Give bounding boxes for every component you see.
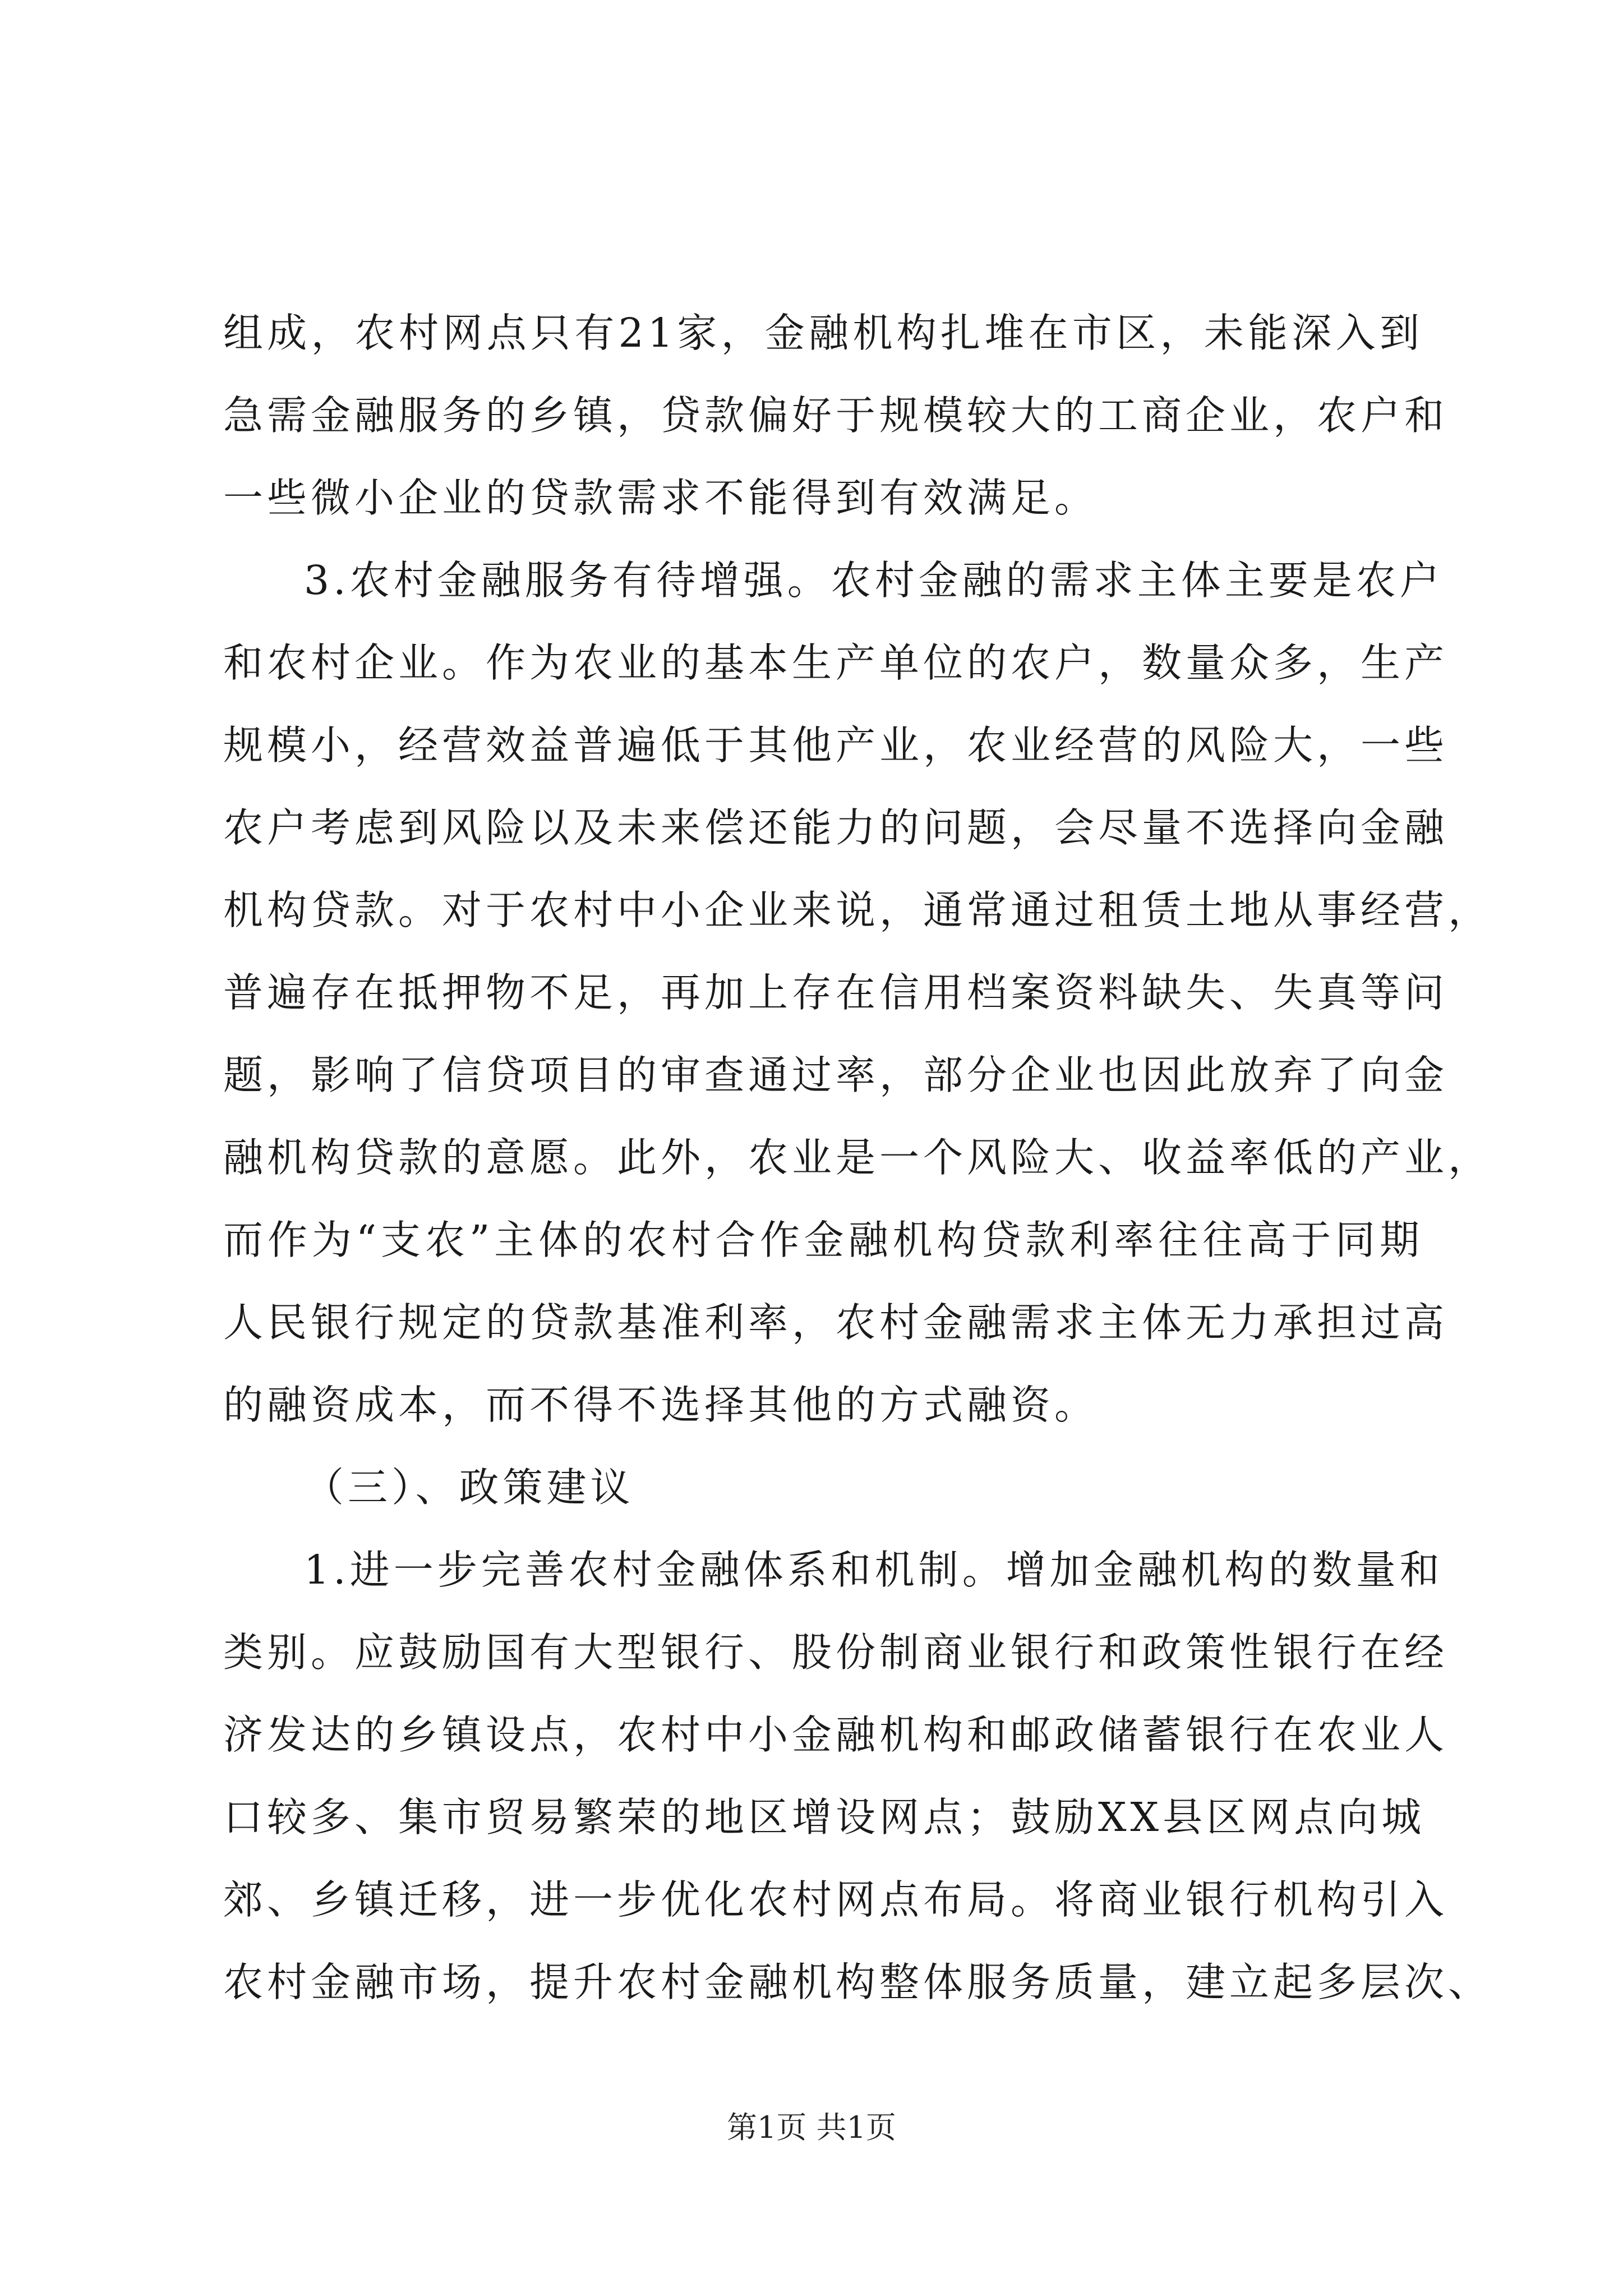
page-footer: 第1页 共1页 — [727, 2110, 896, 2145]
paragraph-line: 一些微小企业的贷款需求不能得到有效满足。 — [223, 475, 1099, 521]
paragraph-line: 口较多、集市贸易繁荣的地区增设网点；鼓励XX县区网点向城 — [223, 1794, 1426, 1841]
paragraph-line: 而作为“支农”主体的农村合作金融机构贷款利率往往高于同期 — [223, 1217, 1423, 1263]
paragraph-line: 郊、乡镇迁移，进一步优化农村网点布局。将商业银行机构引入 — [223, 1876, 1449, 1923]
paragraph-line: 类别。应鼓励国有大型银行、股份制商业银行和政策性银行在经 — [223, 1629, 1449, 1676]
paragraph-line: 机构贷款。对于农村中小企业来说，通常通过租赁土地从事经营， — [223, 887, 1492, 933]
body-text — [223, 292, 1492, 2023]
section-heading: （三）、政策建议 — [304, 1464, 634, 1511]
paragraph-line: 融机构贷款的意愿。此外，农业是一个风险大、收益率低的产业， — [223, 1134, 1492, 1181]
paragraph-line: 题，影响了信贷项目的审查通过率，部分企业也因此放弃了向金 — [223, 1052, 1449, 1098]
paragraph-line: 和农村企业。作为农业的基本生产单位的农户，数量众多，生产 — [223, 639, 1449, 686]
paragraph-line: 农户考虑到风险以及未来偿还能力的问题，会尽量不选择向金融 — [223, 804, 1449, 851]
paragraph-line: 1.进一步完善农村金融体系和机制。增加金融机构的数量和 — [304, 1547, 1444, 1593]
paragraph-line: 农村金融市场，提升农村金融机构整体服务质量，建立起多层次、 — [223, 1959, 1492, 2005]
paragraph-line: 组成，农村网点只有21家，金融机构扎堆在市区，未能深入到 — [223, 310, 1423, 356]
paragraph-line: 普遍存在抵押物不足，再加上存在信用档案资料缺失、失真等问 — [223, 969, 1449, 1016]
paragraph-line: 急需金融服务的乡镇，贷款偏好于规模较大的工商企业，农户和 — [223, 392, 1449, 439]
paragraph-line: 规模小，经营效益普遍低于其他产业，农业经营的风险大，一些 — [223, 722, 1449, 769]
paragraph-line: 济发达的乡镇设点，农村中小金融机构和邮政储蓄银行在农业人 — [223, 1711, 1449, 1758]
paragraph-line: 3.农村金融服务有待增强。农村金融的需求主体主要是农户 — [304, 557, 1444, 604]
paragraph-line: 人民银行规定的贷款基准利率，农村金融需求主体无力承担过高 — [223, 1299, 1449, 1346]
paragraph-line: 的融资成本，而不得不选择其他的方式融资。 — [223, 1382, 1099, 1428]
